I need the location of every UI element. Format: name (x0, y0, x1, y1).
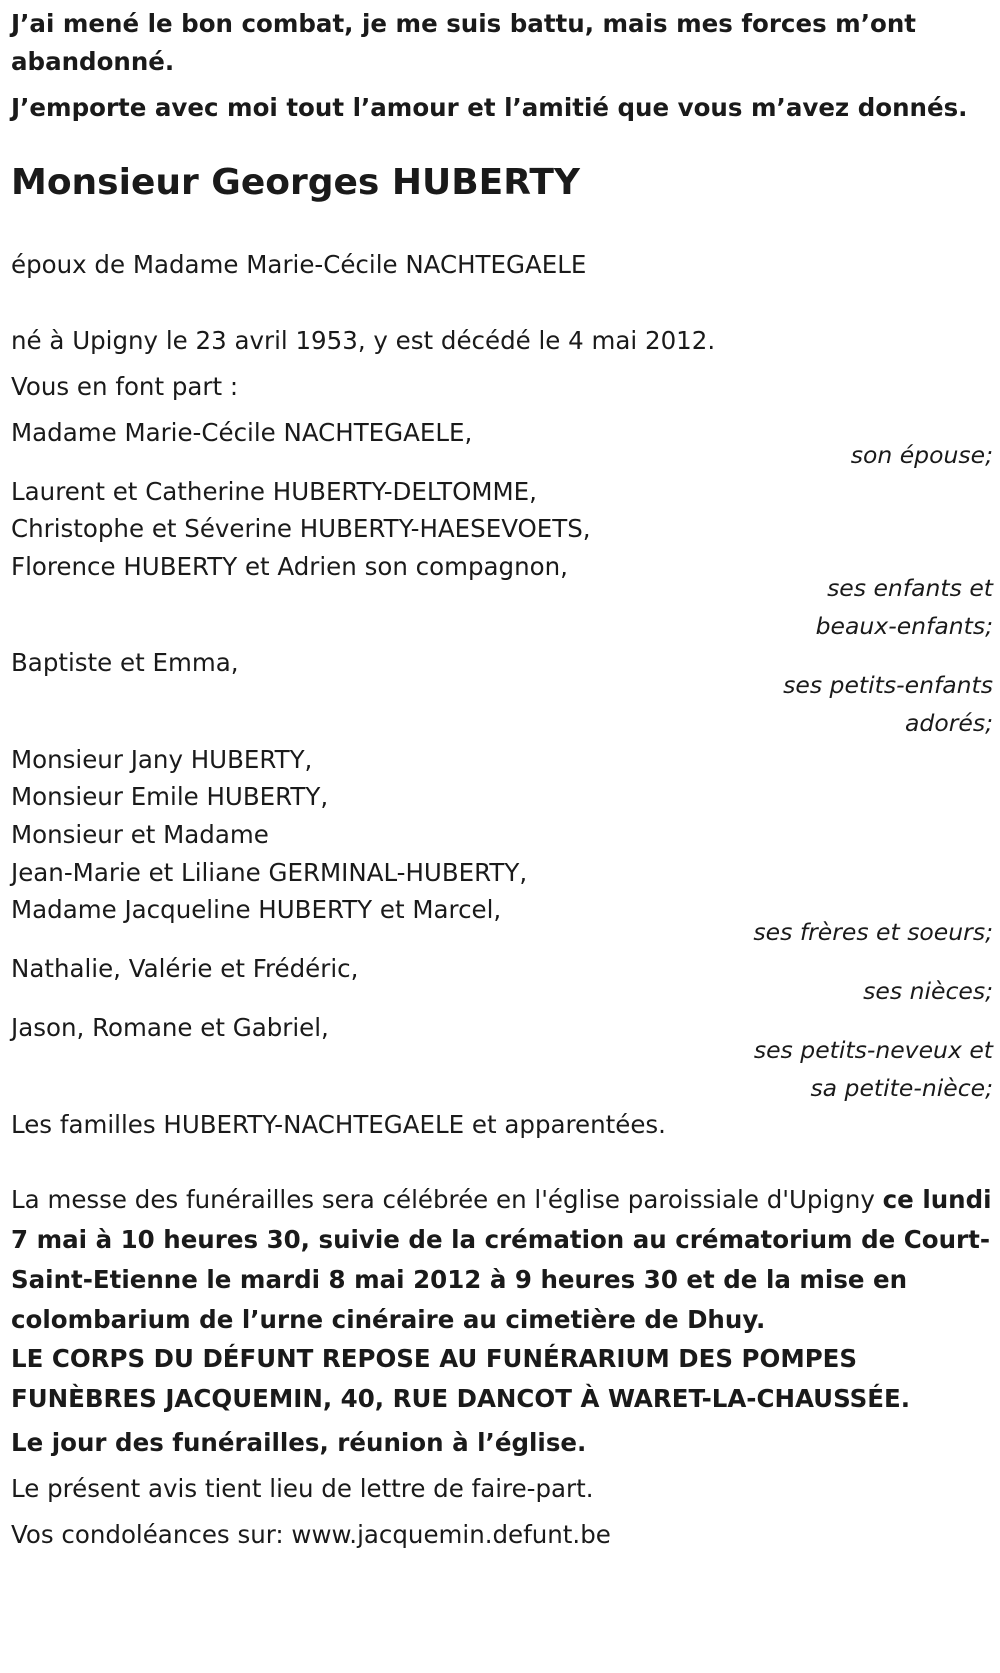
family-name: Christophe et Séverine HUBERTY-HAESEVOETS, (11, 514, 591, 543)
families-line: Les familles HUBERTY-NACHTEGAELE et apparentées. (11, 1110, 666, 1139)
family-name: Jason, Romane et Gabriel, (11, 1013, 329, 1042)
relation-label: sa petite-nièce; (810, 1074, 993, 1102)
family-name: Monsieur et Madame (11, 820, 269, 849)
family-name: Madame Jacqueline HUBERTY et Marcel, (11, 895, 502, 924)
relation-label: ses nièces; (863, 977, 993, 1005)
family-name: Madame Marie-Cécile NACHTEGAELE, (11, 418, 473, 447)
announce-line: Vous en font part : (11, 372, 239, 401)
relation-label: ses enfants et (827, 574, 993, 602)
quote-line-2: abandonné. (11, 47, 175, 76)
deceased-name: Monsieur Georges HUBERTY (11, 162, 581, 203)
notice-line: Le présent avis tient lieu de lettre de faire-part. (11, 1474, 594, 1503)
family-name: Monsieur Emile HUBERTY, (11, 782, 329, 811)
family-name: Jean-Marie et Liliane GERMINAL-HUBERTY, (11, 858, 528, 887)
family-name: Monsieur Jany HUBERTY, (11, 745, 313, 774)
family-name: Florence HUBERTY et Adrien son compagnon, (11, 552, 568, 581)
relation-label: beaux-enfants; (815, 612, 993, 640)
relation-label: adorés; (905, 709, 993, 737)
spouse-line: époux de Madame Marie-Cécile NACHTEGAELE (11, 250, 587, 279)
relation-label: ses petits-enfants (783, 671, 993, 699)
family-name: Laurent et Catherine HUBERTY-DELTOMME, (11, 477, 537, 506)
relation-label: ses frères et soeurs; (753, 918, 993, 946)
funeral-paragraph (11, 1180, 993, 1340)
reunion-line: Le jour des funérailles, réunion à l’église. (11, 1428, 587, 1457)
mass-text: La messe des funérailles sera célébrée en l'église paroissiale d'Upigny (11, 1185, 883, 1214)
condolences-line: Vos condoléances sur: www.jacquemin.defunt.be (11, 1520, 611, 1549)
family-name: Baptiste et Emma, (11, 648, 239, 677)
mass-details: ce lundi 7 mai à 10 heures 30, suivie de la crémation au crématorium de Court-Saint-Etienne le mardi 8 mai 2012 à 9 heures 30 et de la mise en colombarium de l’urne cinéraire au cimetière de Dhuy. (11, 1185, 992, 1334)
body-rest-notice: LE CORPS DU DÉFUNT REPOSE AU FUNÉRARIUM DES POMPES FUNÈBRES JACQUEMIN, 40, RUE DANCOT À WARET-LA-CHAUSSÉE. (11, 1344, 911, 1413)
relation-label: ses petits-neveux et (753, 1036, 993, 1064)
relation-label: son épouse; (850, 441, 993, 469)
dates-line: né à Upigny le 23 avril 1953, y est décédé le 4 mai 2012. (11, 326, 716, 355)
quote-line-1: J’ai mené le bon combat, je me suis battu, mais mes forces m’ont (11, 9, 917, 38)
quote-line-3: J’emporte avec moi tout l’amour et l’amitié que vous m’avez donnés. (11, 93, 968, 122)
family-name: Nathalie, Valérie et Frédéric, (11, 954, 359, 983)
